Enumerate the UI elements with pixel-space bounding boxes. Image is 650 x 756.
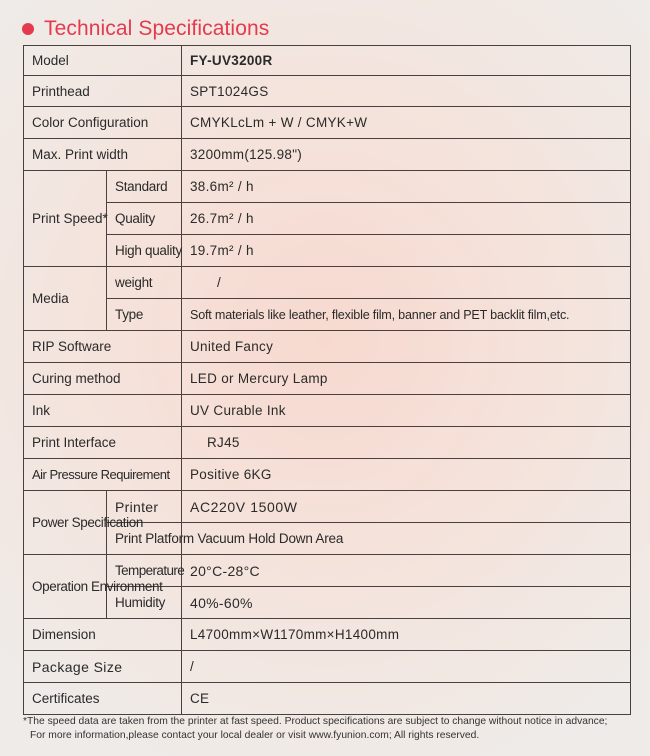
spec-sublabel: Standard bbox=[107, 171, 182, 203]
spec-label: RIP Software bbox=[24, 331, 182, 363]
table-row bbox=[24, 555, 631, 587]
spec-label: Operation Environment bbox=[24, 555, 107, 619]
footnote-line: For more information,please contact your local dealer or visit www.fyunion.com; All rights reserved. bbox=[30, 730, 480, 741]
spec-label: Curing method bbox=[24, 363, 182, 395]
spec-value: UV Curable Ink bbox=[182, 395, 631, 427]
section-header bbox=[22, 15, 269, 43]
section-title: Technical Specifications bbox=[44, 17, 270, 40]
spec-sublabel: Temperature bbox=[107, 555, 182, 587]
spec-label: Media bbox=[24, 267, 107, 331]
spec-sublabel: Print Platform Vacuum Hold Down Area bbox=[107, 523, 182, 555]
spec-value: L4700mm×W1170mm×H1400mm bbox=[182, 619, 631, 651]
spec-value: SPT1024GS bbox=[182, 76, 631, 107]
table-row bbox=[24, 139, 631, 171]
table-row bbox=[24, 491, 631, 523]
spec-label: Print Speed* bbox=[24, 171, 107, 267]
table-row bbox=[24, 235, 631, 267]
table-row bbox=[24, 46, 631, 76]
spec-value: 26.7m² / h bbox=[182, 203, 631, 235]
spec-value: FY-UV3200R bbox=[182, 46, 631, 76]
table-row bbox=[24, 267, 631, 299]
table-row bbox=[24, 363, 631, 395]
spec-value: 19.7m² / h bbox=[182, 235, 631, 267]
table-row bbox=[24, 683, 631, 715]
spec-label: Air Pressure Requirement bbox=[24, 459, 182, 491]
spec-sublabel: High quality bbox=[107, 235, 182, 267]
spec-value: / bbox=[182, 267, 631, 299]
table-row bbox=[24, 619, 631, 651]
spec-value: Positive 6KG bbox=[182, 459, 631, 491]
spec-value: 40%-60% bbox=[182, 587, 631, 619]
spec-value: Soft materials like leather, flexible film, banner and PET backlit film,etc. bbox=[182, 299, 631, 331]
spec-sublabel: weight bbox=[107, 267, 182, 299]
spec-table bbox=[23, 45, 631, 715]
spec-sublabel: Printer bbox=[107, 491, 182, 523]
table-row bbox=[24, 76, 631, 107]
footnote-line: *The speed data are taken from the printer at fast speed. Product specifications are subject to change without notice in advance; bbox=[23, 716, 608, 727]
spec-value: CMYKLcLm + W / CMYK+W bbox=[182, 107, 631, 139]
spec-label: Dimension bbox=[24, 619, 182, 651]
spec-sublabel: Type bbox=[107, 299, 182, 331]
table-row bbox=[24, 427, 631, 459]
spec-sublabel: Humidity bbox=[107, 587, 182, 619]
table-row bbox=[24, 331, 631, 363]
spec-label: Ink bbox=[24, 395, 182, 427]
spec-label: Certificates bbox=[24, 683, 182, 715]
spec-value: LED or Mercury Lamp bbox=[182, 363, 631, 395]
spec-label: Package Size bbox=[24, 651, 182, 683]
spec-value: AC220V 1500W bbox=[182, 491, 631, 523]
bullet-dot-icon bbox=[22, 23, 34, 35]
spec-sublabel: Quality bbox=[107, 203, 182, 235]
spec-value: 38.6m² / h bbox=[182, 171, 631, 203]
spec-value: CE bbox=[182, 683, 631, 715]
spec-value: 3200mm(125.98") bbox=[182, 139, 631, 171]
table-row bbox=[24, 651, 631, 683]
spec-label: Color Configuration bbox=[24, 107, 182, 139]
table-row bbox=[24, 171, 631, 203]
table-row bbox=[24, 203, 631, 235]
table-row bbox=[24, 395, 631, 427]
footnote bbox=[23, 715, 643, 743]
spec-value: United Fancy bbox=[182, 331, 631, 363]
spec-label: Max. Print width bbox=[24, 139, 182, 171]
table-row bbox=[24, 459, 631, 491]
spec-value: RJ45 bbox=[182, 427, 631, 459]
spec-value: / bbox=[182, 651, 631, 683]
spec-label: Printhead bbox=[24, 76, 182, 107]
spec-label: Print Interface bbox=[24, 427, 182, 459]
spec-value: 20°C-28°C bbox=[182, 555, 631, 587]
spec-label: Power Specification bbox=[24, 491, 107, 555]
table-row bbox=[24, 107, 631, 139]
spec-label: Model bbox=[24, 46, 182, 76]
table-row bbox=[24, 299, 631, 331]
